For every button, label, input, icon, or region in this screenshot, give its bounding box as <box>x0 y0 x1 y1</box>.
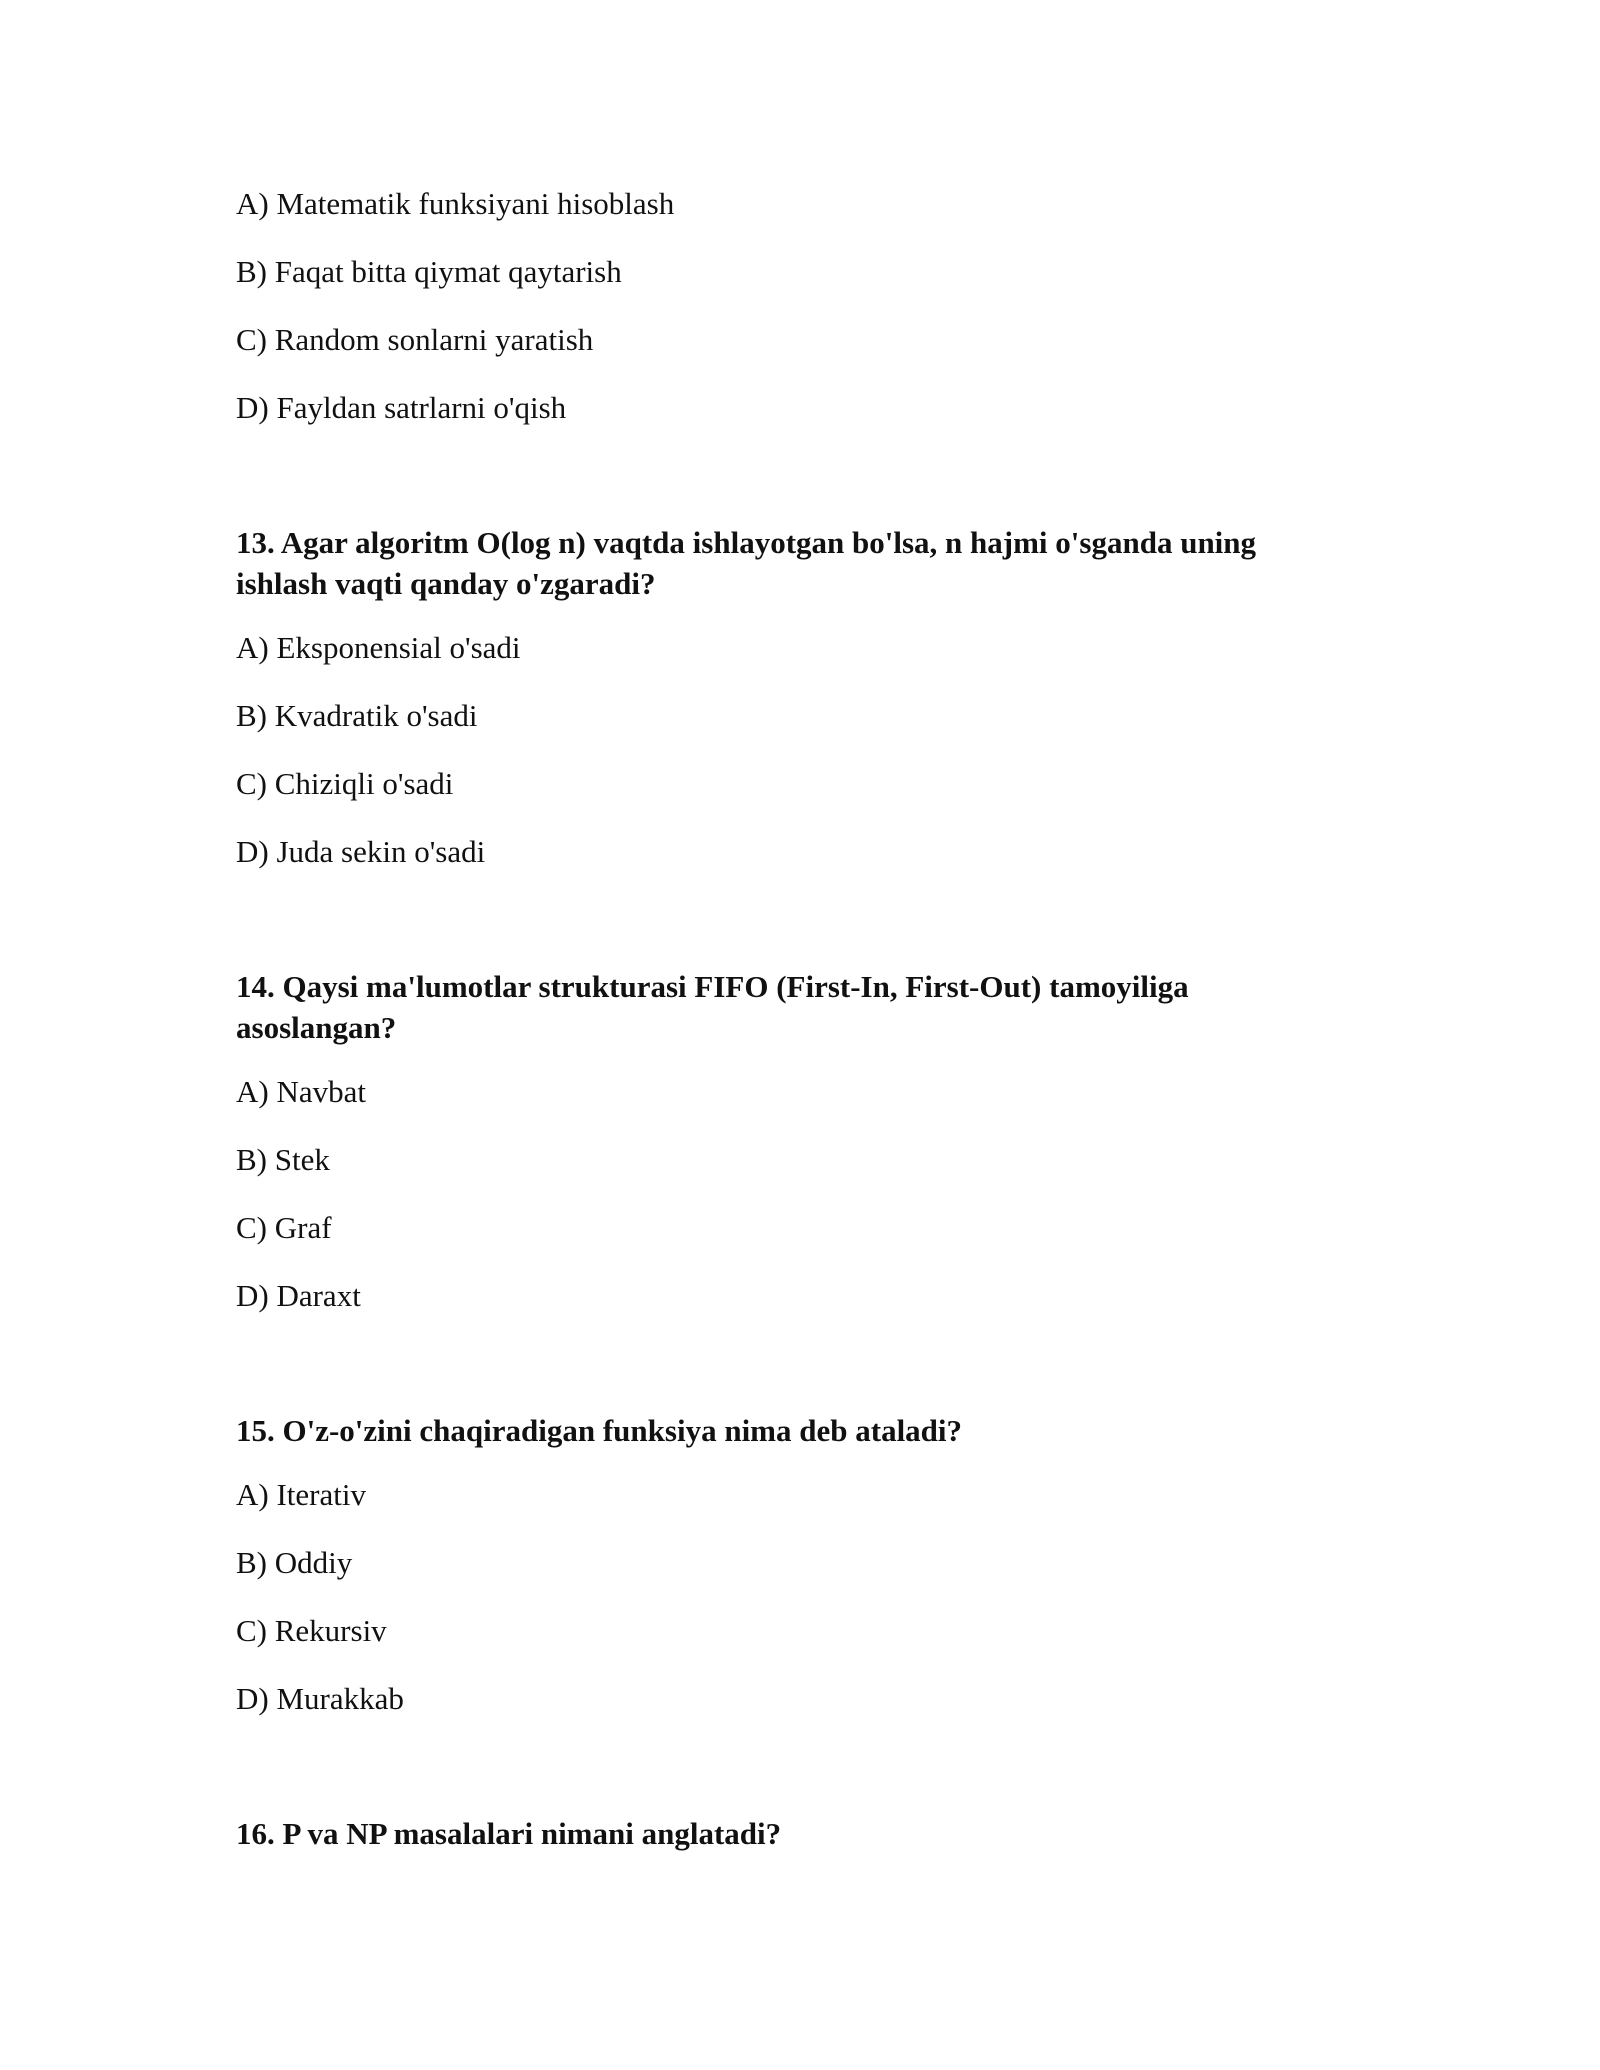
option-d: D) Murakkab <box>236 1681 404 1716</box>
option-d: D) Juda sekin o'sadi <box>236 834 486 869</box>
page-content <box>236 186 1346 1880</box>
option-a: A) Eksponensial o'sadi <box>236 630 521 665</box>
question-13-text: 13. Agar algoritm O(log n) vaqtda ishlayotgan bo'lsa, n hajmi o'sganda uning ishlash vaqti qanday o'zgaradi? <box>236 525 1257 601</box>
option-a: A) Matematik funksiyani hisoblash <box>236 186 675 221</box>
question-block-14 <box>236 966 1346 1314</box>
question-16-text: 16. P va NP masalalari nimani anglatadi? <box>236 1816 782 1851</box>
option-b: B) Kvadratik o'sadi <box>236 698 478 733</box>
option-b: B) Stek <box>236 1142 330 1177</box>
option-d: D) Fayldan satrlarni o'qish <box>236 390 567 425</box>
spacer <box>236 1346 1346 1410</box>
option-c: C) Chiziqli o'sadi <box>236 766 454 801</box>
option-c: C) Rekursiv <box>236 1613 387 1648</box>
question-block-16 <box>236 1813 1346 1854</box>
spacer <box>236 902 1346 966</box>
question-block-15 <box>236 1410 1346 1717</box>
spacer <box>236 1749 1346 1813</box>
option-d: D) Daraxt <box>236 1278 361 1313</box>
option-c: C) Graf <box>236 1210 332 1245</box>
option-b: B) Oddiy <box>236 1545 353 1580</box>
question-15-text: 15. O'z-o'zini chaqiradigan funksiya nima deb ataladi? <box>236 1413 963 1448</box>
spacer <box>236 458 1346 522</box>
option-b: B) Faqat bitta qiymat qaytarish <box>236 254 622 289</box>
option-a: A) Iterativ <box>236 1477 366 1512</box>
option-a: A) Navbat <box>236 1074 366 1109</box>
previous-question-options <box>236 186 1346 426</box>
question-14-text: 14. Qaysi ma'lumotlar strukturasi FIFO (First-In, First-Out) tamoyiliga asoslangan? <box>236 969 1189 1045</box>
option-c: C) Random sonlarni yaratish <box>236 322 594 357</box>
question-block-13 <box>236 522 1346 870</box>
